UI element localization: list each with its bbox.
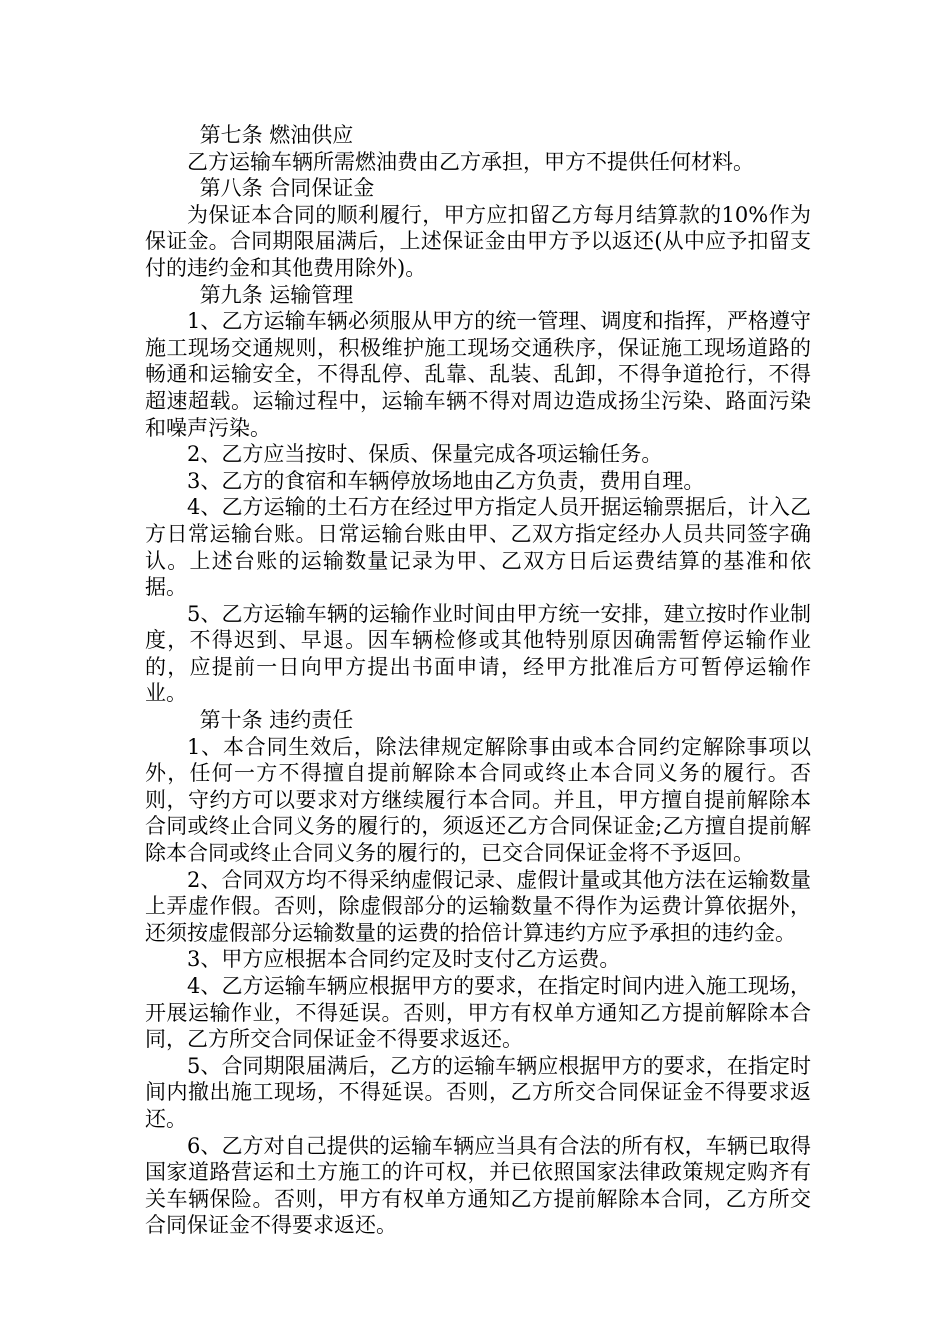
paragraph: 乙方运输车辆所需燃油费由乙方承担，甲方不提供任何材料。 <box>187 149 754 174</box>
paragraph: 1、本合同生效后，除法律规定解除事由或本合同约定解除事项以外，任何一方不得擅自提前解除本合同或终止本合同义务的履行。否则，守约方可以要求对方继续履行本合同。并且，甲方擅自提前解除本合同或终止合同义务的履行的，须返还乙方合同保证金;乙方擅自提前解除本合同或终止合同义务的履行的，已交合同保证金将不予返回。 <box>145 734 811 866</box>
paragraph: 3、乙方的食宿和车辆停放场地由乙方负责，费用自理。 <box>187 468 705 493</box>
paragraph: 6、乙方对自己提供的运输车辆应当具有合法的所有权，车辆已取得国家道路营运和土方施工的许可权，并已依照国家法律政策规定购齐有关车辆保险。否则，甲方有权单方通知乙方提前解除本合同，乙方所交合同保证金不得要求返还。 <box>145 1133 811 1238</box>
section-heading-7: 第七条 燃油供应 <box>199 123 354 147</box>
section-heading-9: 第九条 运输管理 <box>199 282 354 307</box>
paragraph: 2、乙方应当按时、保质、保量完成各项运输任务。 <box>187 442 663 467</box>
paragraph: 5、乙方运输车辆的运输作业时间由甲方统一安排，建立按时作业制度，不得迟到、早退。因车辆检修或其他特别原因确需暂停运输作业的，应提前一日向甲方提出书面申请，经甲方批准后方可暂停运输作业。 <box>145 601 811 706</box>
section-heading-10: 第十条 违约责任 <box>199 708 354 733</box>
paragraph: 1、乙方运输车辆必须服从甲方的统一管理、调度和指挥，严格遵守施工现场交通规则，积极维护施工现场交通秩序，保证施工现场道路的畅通和运输安全，不得乱停、乱靠、乱装、乱卸，不得争道抢行，不得超速超载。运输过程中，运输车辆不得对周边造成扬尘污染、路面污染和噪声污染。 <box>145 309 811 440</box>
document-body <box>145 122 811 1239</box>
paragraph: 4、乙方运输车辆应根据甲方的要求，在指定时间内进入施工现场，开展运输作业，不得延误。否则，甲方有权单方通知乙方提前解除本合同，乙方所交合同保证金不得要求返还。 <box>145 974 811 1052</box>
paragraph: 3、甲方应根据本合同约定及时支付乙方运费。 <box>187 947 621 972</box>
paragraph: 5、合同期限届满后，乙方的运输车辆应根据甲方的要求，在指定时间内撤出施工现场，不得延误。否则，乙方所交合同保证金不得要求返还。 <box>145 1053 811 1131</box>
section-heading-8: 第八条 合同保证金 <box>199 176 375 201</box>
paragraph: 为保证本合同的顺利履行，甲方应扣留乙方每月结算款的10%作为保证金。合同期限届满后，上述保证金由甲方予以返还(从中应予扣留支付的违约金和其他费用除外)。 <box>145 202 811 280</box>
paragraph: 4、乙方运输的土石方在经过甲方指定人员开据运输票据后，计入乙方日常运输台账。日常运输台账由甲、乙双方指定经办人员共同签字确认。上述台账的运输数量记录为甲、乙双方日后运费结算的基准和依据。 <box>145 495 811 600</box>
paragraph: 2、合同双方均不得采纳虚假记录、虚假计量或其他方法在运输数量上弄虚作假。否则，除虚假部分的运输数量不得作为运费计算依据外，还须按虚假部分运输数量的运费的拾倍计算违约方应予承担的违约金。 <box>145 867 811 945</box>
